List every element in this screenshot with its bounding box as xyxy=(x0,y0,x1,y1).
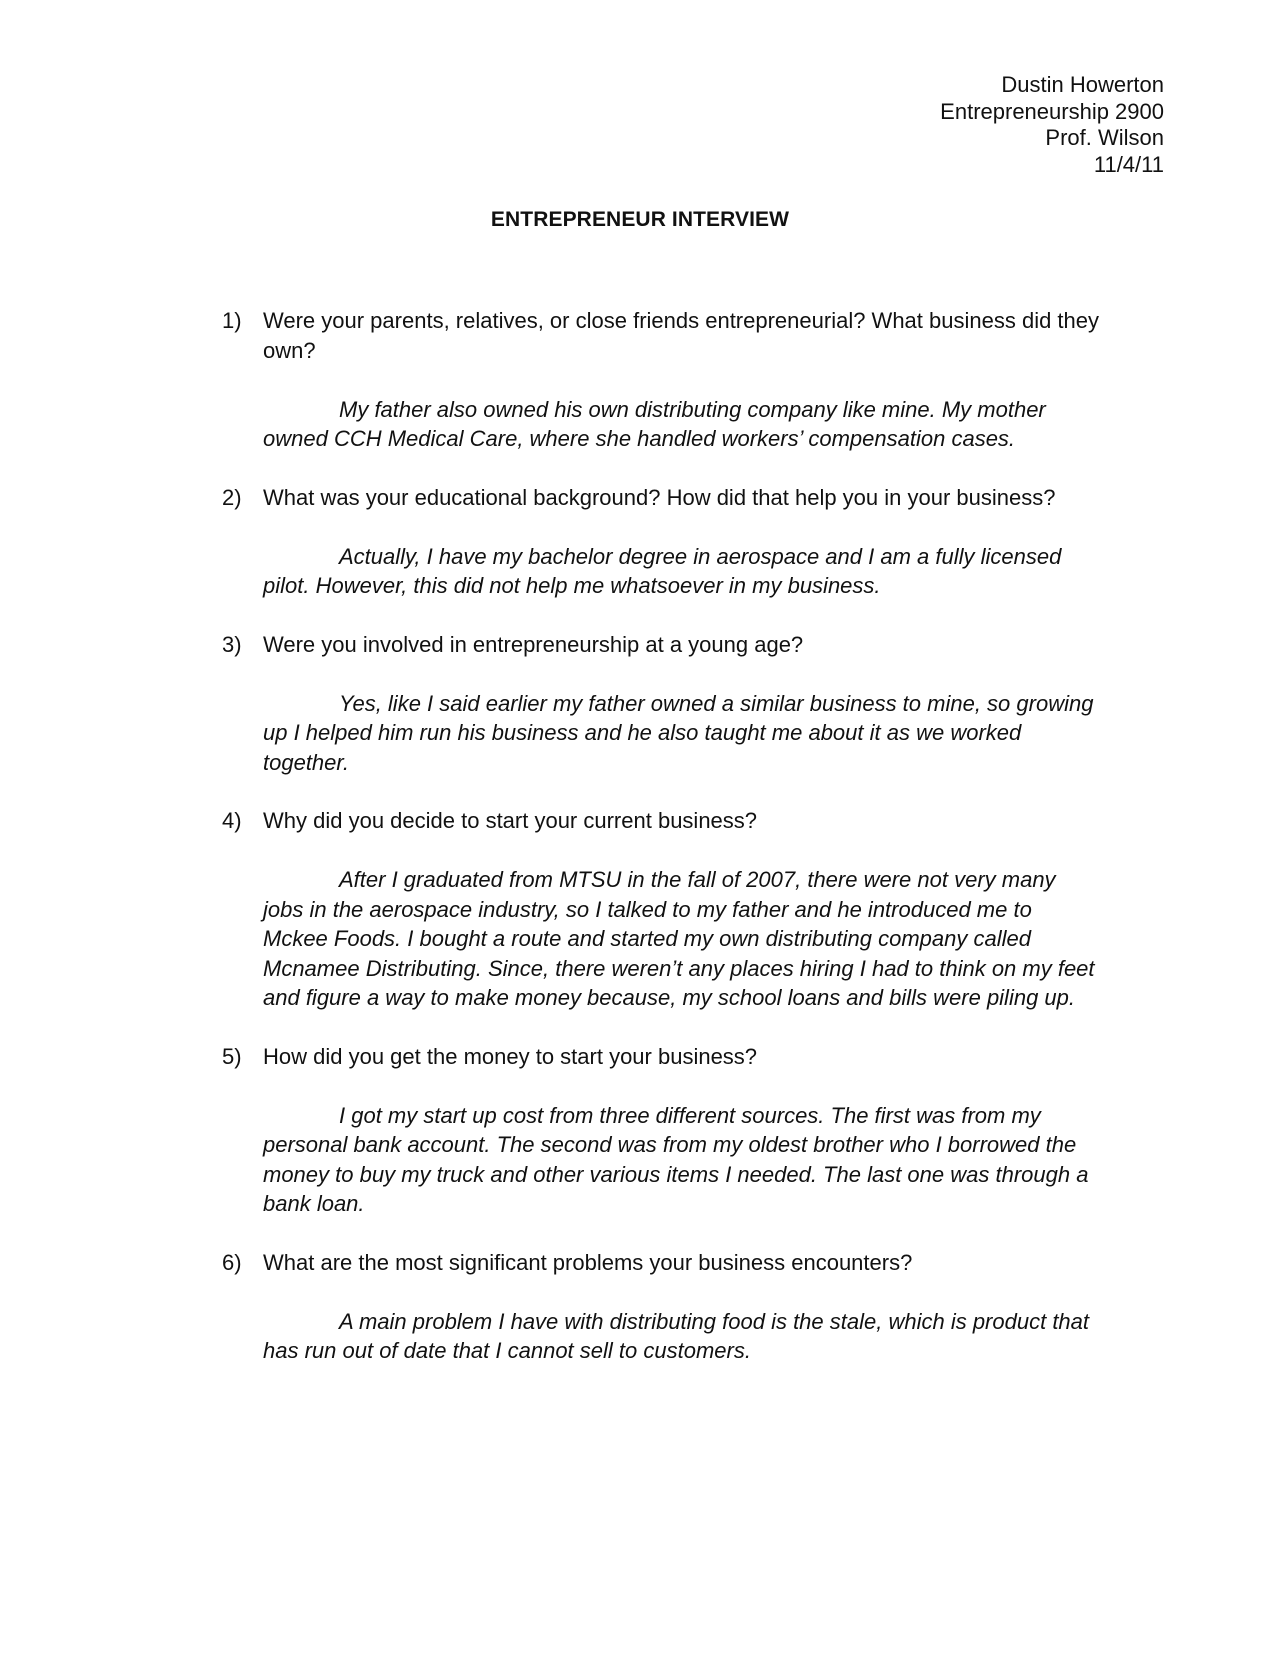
document-date: 11/4/11 xyxy=(1093,151,1164,177)
interview-item xyxy=(222,806,1102,1013)
question-number: 3) xyxy=(222,631,242,657)
answer-text: After I graduated from MTSU in the fall of 2007, there were not very many jobs in the aerospace industry, so I talked to my father and he introduced me to Mckee Foods. I bought a route and started my own distributing company called Mcnamee Distributing. Since, there weren’t any places hiring I had to think on my feet and figure a way to make money because, my school loans and bills were piling up. xyxy=(263,867,1095,1010)
question-number: 5) xyxy=(222,1043,242,1069)
document-title: ENTREPRENEUR INTERVIEW xyxy=(490,208,790,231)
question-text: What are the most significant problems your business encounters? xyxy=(263,1249,913,1275)
question-number: 6) xyxy=(222,1249,242,1275)
answer-text: I got my start up cost from three different sources. The first was from my personal bank account. The second was from my oldest brother who I borrowed the money to buy my truck and other various items I needed. The last one was through a bank loan. xyxy=(263,1102,1089,1216)
course-name: Entrepreneurship 2900 xyxy=(940,98,1164,124)
question-number: 2) xyxy=(222,484,242,510)
answer-text: A main problem I have with distributing food is the stale, which is product that has run out of date that I cannot sell to customers. xyxy=(263,1308,1090,1363)
answer-text: Actually, I have my bachelor degree in aerospace and I am a fully licensed pilot. However, this did not help me whatsoever in my business. xyxy=(263,543,1062,598)
author-name: Dustin Howerton xyxy=(1001,72,1164,97)
question-number: 4) xyxy=(222,808,242,833)
header-block xyxy=(940,72,1164,178)
question-number: 1) xyxy=(222,308,242,333)
professor-name: Prof. Wilson xyxy=(1045,125,1164,150)
interview-item xyxy=(222,1042,1102,1219)
question-text: Were your parents, relatives, or close friends entrepreneurial? What business did they own? xyxy=(263,308,1100,363)
interview-item xyxy=(222,630,1102,778)
interview-item xyxy=(222,483,1102,601)
interview-list xyxy=(222,306,1102,1395)
interview-item xyxy=(222,1248,1102,1366)
interview-item xyxy=(222,306,1102,454)
question-text: How did you get the money to start your business? xyxy=(263,1043,758,1069)
question-text: Why did you decide to start your current business? xyxy=(263,808,758,833)
answer-text: My father also owned his own distributing company like mine. My mother owned CCH Medical Care, where she handled workers’ compensation cases. xyxy=(263,396,1046,451)
question-text: Were you involved in entrepreneurship at a young age? xyxy=(263,631,804,657)
answer-text: Yes, like I said earlier my father owned a similar business to mine, so growing up I helped him run his business and he also taught me about it as we worked together. xyxy=(263,690,1094,775)
question-text: What was your educational background? How did that help you in your business? xyxy=(263,484,1056,510)
